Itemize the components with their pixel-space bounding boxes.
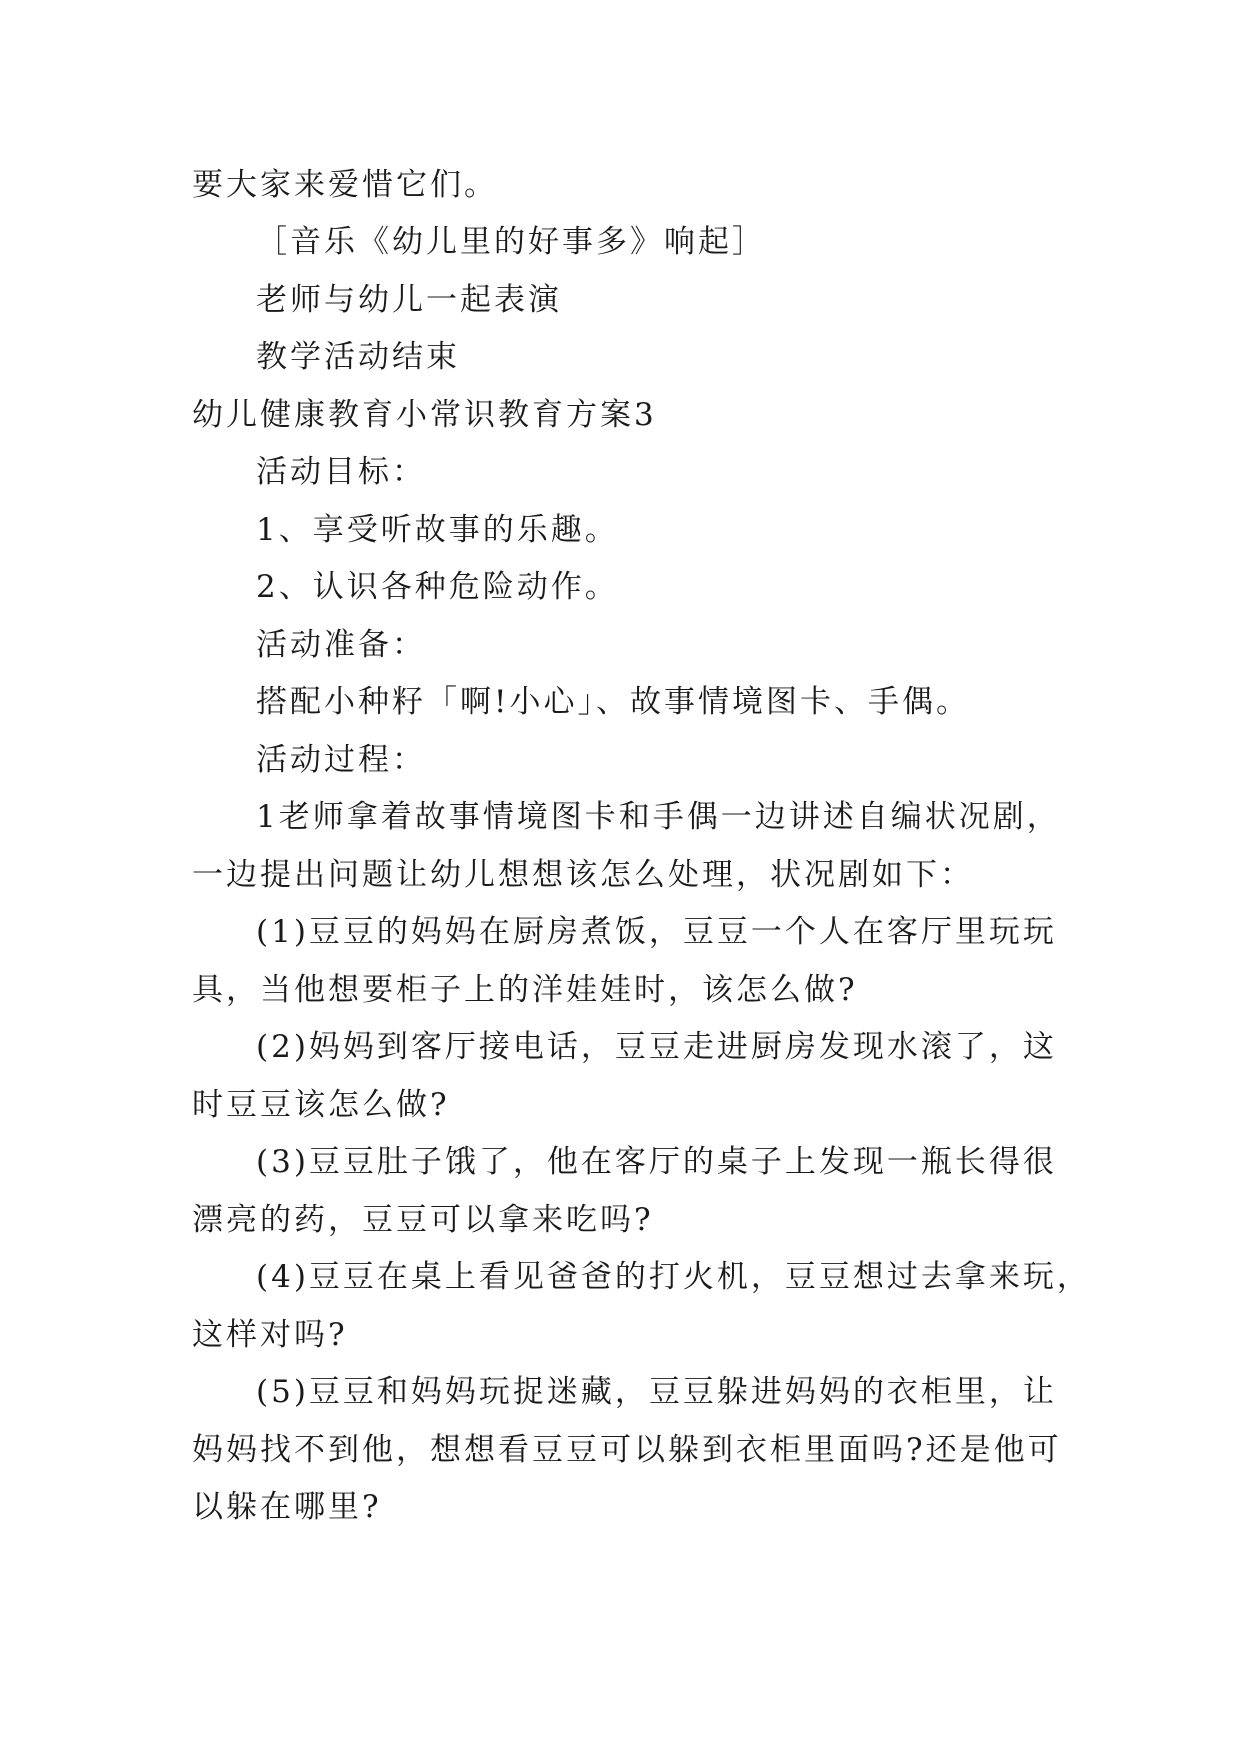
subheading-preparation: 活动准备： bbox=[256, 627, 426, 663]
scenario-line: 漂亮的药，豆豆可以拿来吃吗? bbox=[192, 1202, 654, 1238]
text-line: 教学活动结束 bbox=[256, 339, 460, 375]
text-line: 一边提出问题让幼儿想想该怎么处理，状况剧如下： bbox=[192, 857, 974, 893]
section-heading: 幼儿健康教育小常识教育方案3 bbox=[192, 397, 657, 433]
scenario-line: 这样对吗? bbox=[192, 1317, 348, 1353]
scenario-line: (2)妈妈到客厅接电话，豆豆走进厨房发现水滚了，这 bbox=[256, 1029, 1057, 1065]
scenario-line: (3)豆豆肚子饿了，他在客厅的桌子上发现一瓶长得很 bbox=[256, 1144, 1057, 1180]
scenario-line: 妈妈找不到他，想想看豆豆可以躲到衣柜里面吗?还是他可 bbox=[192, 1432, 1062, 1468]
text-line: 1老师拿着故事情境图卡和手偶一边讲述自编状况剧， bbox=[256, 799, 1061, 835]
scenario-line: (4)豆豆在桌上看见爸爸的打火机，豆豆想过去拿来玩， bbox=[256, 1259, 1091, 1295]
text-line: 要大家来爱惜它们。 bbox=[192, 167, 498, 203]
scenario-line: (1)豆豆的妈妈在厨房煮饭，豆豆一个人在客厅里玩玩 bbox=[256, 914, 1057, 950]
text-line: 搭配小种籽「啊!小心」、故事情境图卡、手偶。 bbox=[256, 684, 970, 720]
goal-item: 2、认识各种危险动作。 bbox=[256, 569, 619, 605]
scenario-line: 时豆豆该怎么做? bbox=[192, 1087, 450, 1123]
goal-item: 1、享受听故事的乐趣。 bbox=[256, 512, 619, 548]
subheading-goals: 活动目标： bbox=[256, 454, 426, 490]
subheading-process: 活动过程： bbox=[256, 742, 426, 778]
scenario-line: (5)豆豆和妈妈玩捉迷藏，豆豆躲进妈妈的衣柜里，让 bbox=[256, 1374, 1057, 1410]
music-note-line: ［音乐《幼儿里的好事多》响起］ bbox=[256, 224, 766, 260]
scenario-line: 以躲在哪里? bbox=[192, 1489, 382, 1525]
text-line: 老师与幼儿一起表演 bbox=[256, 282, 562, 318]
scenario-line: 具，当他想要柜子上的洋娃娃时，该怎么做? bbox=[192, 972, 858, 1008]
